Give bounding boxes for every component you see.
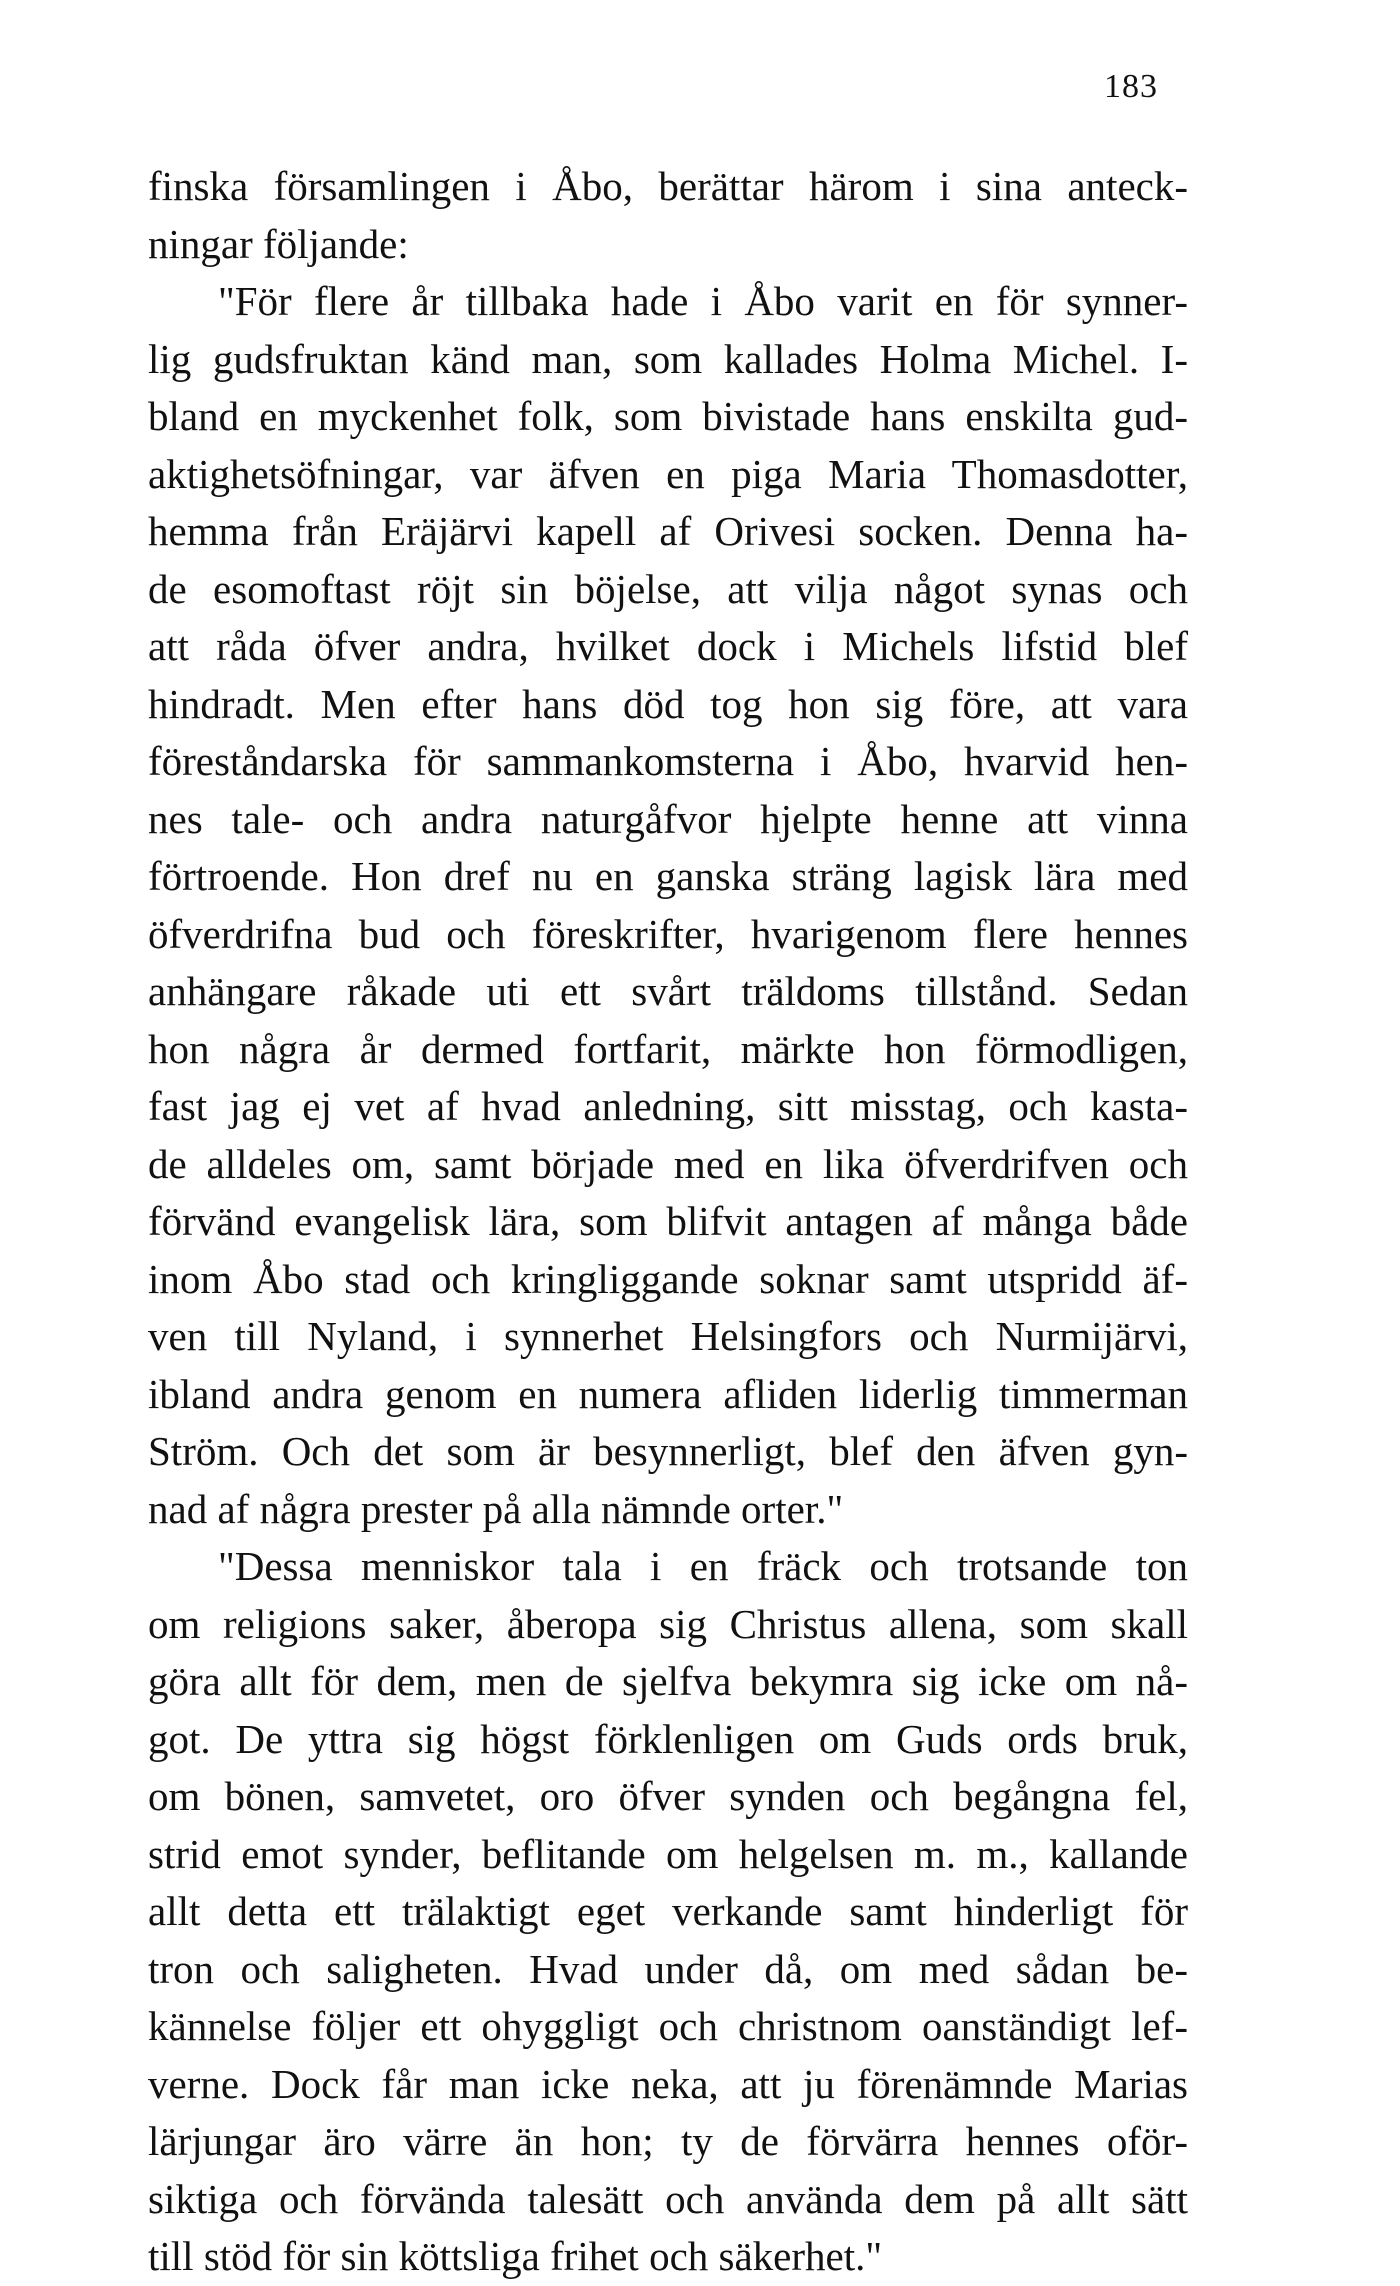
text-line: "För flere år tillbaka hade i Åbo varit en för synner- — [218, 278, 1188, 324]
text-line: Ström. Och det som är besynnerligt, blef den äfven gyn- — [148, 1428, 1188, 1474]
text-line: nes tale- och andra naturgåfvor hjelpte henne att vinna — [148, 795, 1188, 842]
text-line: ibland andra genom en numera afliden liderlig timmerman — [148, 1370, 1188, 1417]
page-number: 183 — [1104, 68, 1158, 105]
text-line: de alldeles om, samt började med en lika öfverdrifven och — [148, 1140, 1188, 1187]
text-line: bland en myckenhet folk, som bivistade hans enskilta gud- — [148, 393, 1188, 439]
text-line: att råda öfver andra, hvilket dock i Michels lifstid blef — [148, 623, 1188, 669]
text-line: anhängare råkade uti ett svårt träldoms tillstånd. Sedan — [148, 968, 1188, 1014]
text-line: fast jag ej vet af hvad anledning, sitt misstag, och kasta- — [148, 1083, 1188, 1129]
text-line: hon några år dermed fortfarit, märkte hon förmodligen, — [148, 1025, 1188, 1072]
text-line: ningar följande: — [148, 220, 409, 267]
text-line: göra allt för dem, men de sjelfva bekymra sig icke om nå- — [148, 1658, 1188, 1704]
text-line: siktiga och förvända talesätt och använda dem på allt sätt — [148, 2175, 1188, 2222]
text-line: allt detta ett trälaktigt eget verkande samt hinderligt för — [148, 1888, 1188, 1934]
text-line: got. De yttra sig högst förklenligen om Guds ords bruk, — [148, 1715, 1188, 1762]
text-line: kännelse följer ett ohyggligt och christnom oanständigt lef- — [148, 2003, 1188, 2049]
text-line: inom Åbo stad och kringliggande soknar samt utspridd äf- — [148, 1255, 1188, 1302]
text-line: till stöd för sin köttsliga frihet och säkerhet." — [148, 2233, 883, 2279]
text-line: "Dessa menniskor tala i en fräck och trotsande ton — [218, 1543, 1188, 1589]
text-line: finska församlingen i Åbo, berättar härom i sina anteck- — [148, 163, 1188, 209]
text-line: ven till Nyland, i synnerhet Helsingfors och Nurmijärvi, — [148, 1313, 1188, 1359]
text-line: aktighetsöfningar, var äfven en piga Maria Thomasdotter, — [148, 450, 1188, 497]
text-line: förvänd evangelisk lära, som blifvit antagen af många både — [148, 1198, 1188, 1244]
body-text — [148, 158, 1188, 2286]
text-line: lärjungar äro värre än hon; ty de förvärra hennes oför- — [148, 2118, 1188, 2164]
text-line: om religions saker, åberopa sig Christus allena, som skall — [148, 1600, 1188, 1647]
text-line: föreståndarska för sammankomsterna i Åbo, hvarvid hen- — [148, 738, 1188, 784]
text-line: nad af några prester på alla nämnde orter." — [148, 1485, 844, 1532]
text-line: lig gudsfruktan känd man, som kallades Holma Michel. I- — [148, 335, 1188, 382]
text-line: tron och saligheten. Hvad under då, om med sådan be- — [148, 1945, 1188, 1992]
text-line: förtroende. Hon dref nu en ganska sträng lagisk lära med — [148, 853, 1188, 899]
text-line: verne. Dock får man icke neka, att ju förenämnde Marias — [148, 2060, 1188, 2107]
text-line: hemma från Eräjärvi kapell af Orivesi socken. Denna ha- — [148, 508, 1188, 554]
text-line: öfverdrifna bud och föreskrifter, hvarigenom flere hennes — [148, 910, 1188, 957]
text-line: de esomoftast röjt sin böjelse, att vilja något synas och — [148, 565, 1188, 612]
text-line: hindradt. Men efter hans död tog hon sig före, att vara — [148, 680, 1188, 727]
text-line: strid emot synder, beflitande om helgelsen m. m., kallande — [148, 1830, 1188, 1877]
text-line: om bönen, samvetet, oro öfver synden och begångna fel, — [148, 1773, 1188, 1819]
